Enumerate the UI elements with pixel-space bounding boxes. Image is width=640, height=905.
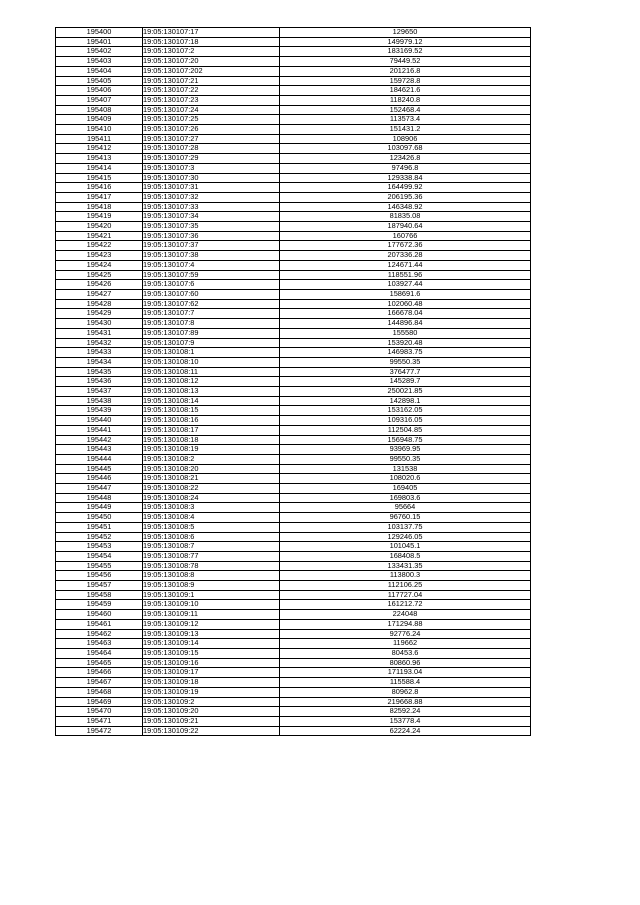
cadastral-number-cell: 19:05:130109:1: [143, 590, 280, 600]
table-body: [56, 28, 531, 736]
cadastral-number-cell: 19:05:130109:19: [143, 687, 280, 697]
row-number-cell: 195418: [56, 202, 143, 212]
table-row: [56, 28, 531, 38]
row-number-cell: 195464: [56, 649, 143, 659]
table-row: [56, 658, 531, 668]
cadastral-number-cell: 19:05:130107:28: [143, 144, 280, 154]
row-number-cell: 195447: [56, 484, 143, 494]
cadastral-number-cell: 19:05:130107:23: [143, 95, 280, 105]
cadastral-number-cell: 19:05:130108:6: [143, 532, 280, 542]
cadastral-number-cell: 19:05:130108:12: [143, 377, 280, 387]
row-number-cell: 195404: [56, 66, 143, 76]
value-cell: 92776.24: [280, 629, 531, 639]
value-cell: 79449.52: [280, 57, 531, 67]
table-row: [56, 610, 531, 620]
cadastral-number-cell: 19:05:130107:31: [143, 183, 280, 193]
value-cell: 164499.92: [280, 183, 531, 193]
cadastral-number-cell: 19:05:130107:18: [143, 37, 280, 47]
cadastral-number-cell: 19:05:130107:4: [143, 260, 280, 270]
value-cell: 123426.8: [280, 154, 531, 164]
value-cell: 206195.36: [280, 192, 531, 202]
table-row: [56, 270, 531, 280]
table-row: [56, 192, 531, 202]
row-number-cell: 195430: [56, 319, 143, 329]
row-number-cell: 195422: [56, 241, 143, 251]
cadastral-number-cell: 19:05:130107:89: [143, 328, 280, 338]
row-number-cell: 195472: [56, 726, 143, 736]
value-cell: 201216.8: [280, 66, 531, 76]
value-cell: 113573.4: [280, 115, 531, 125]
row-number-cell: 195402: [56, 47, 143, 57]
row-number-cell: 195429: [56, 309, 143, 319]
table-row: [56, 581, 531, 591]
table-row: [56, 144, 531, 154]
cadastral-number-cell: 19:05:130108:21: [143, 474, 280, 484]
row-number-cell: 195466: [56, 668, 143, 678]
row-number-cell: 195438: [56, 396, 143, 406]
cadastral-number-cell: 19:05:130107:24: [143, 105, 280, 115]
cadastral-number-cell: 19:05:130107:35: [143, 222, 280, 232]
cadastral-values-table: [55, 27, 531, 736]
value-cell: 103927.44: [280, 280, 531, 290]
table-row: [56, 396, 531, 406]
value-cell: 80860.96: [280, 658, 531, 668]
table-row: [56, 590, 531, 600]
table-row: [56, 416, 531, 426]
value-cell: 103137.75: [280, 522, 531, 532]
row-number-cell: 195423: [56, 251, 143, 261]
value-cell: 118551.96: [280, 270, 531, 280]
row-number-cell: 195453: [56, 542, 143, 552]
cadastral-number-cell: 19:05:130108:13: [143, 387, 280, 397]
table-row: [56, 309, 531, 319]
value-cell: 171294.88: [280, 619, 531, 629]
row-number-cell: 195443: [56, 445, 143, 455]
value-cell: 146983.75: [280, 348, 531, 358]
value-cell: 224048: [280, 610, 531, 620]
value-cell: 113800.3: [280, 571, 531, 581]
value-cell: 112106.25: [280, 581, 531, 591]
value-cell: 81835.08: [280, 212, 531, 222]
cadastral-number-cell: 19:05:130108:14: [143, 396, 280, 406]
table-row: [56, 629, 531, 639]
table-row: [56, 134, 531, 144]
table-row: [56, 95, 531, 105]
cadastral-number-cell: 19:05:130108:2: [143, 454, 280, 464]
value-cell: 169405: [280, 484, 531, 494]
table-row: [56, 425, 531, 435]
cadastral-number-cell: 19:05:130108:3: [143, 503, 280, 513]
cadastral-number-cell: 19:05:130108:11: [143, 367, 280, 377]
row-number-cell: 195403: [56, 57, 143, 67]
value-cell: 144896.84: [280, 319, 531, 329]
table-row: [56, 348, 531, 358]
cadastral-number-cell: 19:05:130107:8: [143, 319, 280, 329]
value-cell: 112504.85: [280, 425, 531, 435]
table-row: [56, 493, 531, 503]
value-cell: 219668.88: [280, 697, 531, 707]
value-cell: 99550.35: [280, 357, 531, 367]
row-number-cell: 195428: [56, 299, 143, 309]
value-cell: 102060.48: [280, 299, 531, 309]
row-number-cell: 195425: [56, 270, 143, 280]
row-number-cell: 195426: [56, 280, 143, 290]
value-cell: 115588.4: [280, 678, 531, 688]
cadastral-number-cell: 19:05:130108:7: [143, 542, 280, 552]
table-row: [56, 202, 531, 212]
value-cell: 82592.24: [280, 707, 531, 717]
cadastral-number-cell: 19:05:130107:37: [143, 241, 280, 251]
cadastral-number-cell: 19:05:130108:22: [143, 484, 280, 494]
value-cell: 184621.6: [280, 86, 531, 96]
cadastral-number-cell: 19:05:130109:13: [143, 629, 280, 639]
table-row: [56, 260, 531, 270]
value-cell: 376477.7: [280, 367, 531, 377]
row-number-cell: 195416: [56, 183, 143, 193]
value-cell: 145289.7: [280, 377, 531, 387]
table-row: [56, 319, 531, 329]
value-cell: 99550.35: [280, 454, 531, 464]
row-number-cell: 195468: [56, 687, 143, 697]
cadastral-number-cell: 19:05:130109:10: [143, 600, 280, 610]
value-cell: 97496.8: [280, 163, 531, 173]
cadastral-number-cell: 19:05:130107:32: [143, 192, 280, 202]
value-cell: 118240.8: [280, 95, 531, 105]
cadastral-number-cell: 19:05:130108:8: [143, 571, 280, 581]
row-number-cell: 195412: [56, 144, 143, 154]
table-row: [56, 47, 531, 57]
cadastral-number-cell: 19:05:130107:202: [143, 66, 280, 76]
value-cell: 129246.05: [280, 532, 531, 542]
row-number-cell: 195452: [56, 532, 143, 542]
table-row: [56, 367, 531, 377]
value-cell: 142898.1: [280, 396, 531, 406]
value-cell: 153162.05: [280, 406, 531, 416]
cadastral-number-cell: 19:05:130109:22: [143, 726, 280, 736]
row-number-cell: 195405: [56, 76, 143, 86]
table-row: [56, 105, 531, 115]
row-number-cell: 195437: [56, 387, 143, 397]
table-row: [56, 484, 531, 494]
cadastral-number-cell: 19:05:130108:17: [143, 425, 280, 435]
value-cell: 153778.4: [280, 716, 531, 726]
cadastral-number-cell: 19:05:130109:14: [143, 639, 280, 649]
cadastral-number-cell: 19:05:130107:20: [143, 57, 280, 67]
value-cell: 93969.95: [280, 445, 531, 455]
row-number-cell: 195465: [56, 658, 143, 668]
row-number-cell: 195408: [56, 105, 143, 115]
cadastral-number-cell: 19:05:130109:20: [143, 707, 280, 717]
cadastral-number-cell: 19:05:130108:16: [143, 416, 280, 426]
row-number-cell: 195442: [56, 435, 143, 445]
row-number-cell: 195419: [56, 212, 143, 222]
value-cell: 159728.8: [280, 76, 531, 86]
value-cell: 158691.6: [280, 289, 531, 299]
cadastral-number-cell: 19:05:130107:33: [143, 202, 280, 212]
row-number-cell: 195469: [56, 697, 143, 707]
cadastral-number-cell: 19:05:130108:78: [143, 561, 280, 571]
value-cell: 155580: [280, 328, 531, 338]
row-number-cell: 195440: [56, 416, 143, 426]
cadastral-number-cell: 19:05:130108:77: [143, 551, 280, 561]
value-cell: 108906: [280, 134, 531, 144]
value-cell: 169803.6: [280, 493, 531, 503]
table-row: [56, 619, 531, 629]
value-cell: 183169.52: [280, 47, 531, 57]
cadastral-number-cell: 19:05:130107:25: [143, 115, 280, 125]
cadastral-number-cell: 19:05:130108:9: [143, 581, 280, 591]
value-cell: 250021.85: [280, 387, 531, 397]
row-number-cell: 195421: [56, 231, 143, 241]
table-row: [56, 76, 531, 86]
row-number-cell: 195433: [56, 348, 143, 358]
row-number-cell: 195456: [56, 571, 143, 581]
table-row: [56, 522, 531, 532]
table-row: [56, 474, 531, 484]
table-row: [56, 571, 531, 581]
row-number-cell: 195427: [56, 289, 143, 299]
row-number-cell: 195407: [56, 95, 143, 105]
value-cell: 129650: [280, 28, 531, 38]
row-number-cell: 195411: [56, 134, 143, 144]
table-row: [56, 183, 531, 193]
table-row: [56, 464, 531, 474]
value-cell: 171193.04: [280, 668, 531, 678]
row-number-cell: 195415: [56, 173, 143, 183]
table-row: [56, 687, 531, 697]
table-row: [56, 173, 531, 183]
table-row: [56, 649, 531, 659]
row-number-cell: 195463: [56, 639, 143, 649]
table-row: [56, 726, 531, 736]
table-row: [56, 707, 531, 717]
row-number-cell: 195439: [56, 406, 143, 416]
table-row: [56, 561, 531, 571]
row-number-cell: 195441: [56, 425, 143, 435]
table-row: [56, 338, 531, 348]
cadastral-number-cell: 19:05:130107:34: [143, 212, 280, 222]
value-cell: 146348.92: [280, 202, 531, 212]
table-row: [56, 503, 531, 513]
value-cell: 62224.24: [280, 726, 531, 736]
value-cell: 133431.35: [280, 561, 531, 571]
value-cell: 168408.5: [280, 551, 531, 561]
table-row: [56, 697, 531, 707]
row-number-cell: 195462: [56, 629, 143, 639]
value-cell: 129338.84: [280, 173, 531, 183]
table-row: [56, 289, 531, 299]
row-number-cell: 195435: [56, 367, 143, 377]
row-number-cell: 195414: [56, 163, 143, 173]
row-number-cell: 195406: [56, 86, 143, 96]
cadastral-number-cell: 19:05:130108:24: [143, 493, 280, 503]
table-row: [56, 542, 531, 552]
row-number-cell: 195420: [56, 222, 143, 232]
row-number-cell: 195471: [56, 716, 143, 726]
cadastral-number-cell: 19:05:130107:17: [143, 28, 280, 38]
row-number-cell: 195458: [56, 590, 143, 600]
table-row: [56, 668, 531, 678]
table-row: [56, 280, 531, 290]
table-row: [56, 387, 531, 397]
cadastral-number-cell: 19:05:130109:17: [143, 668, 280, 678]
row-number-cell: 195434: [56, 357, 143, 367]
row-number-cell: 195400: [56, 28, 143, 38]
row-number-cell: 195459: [56, 600, 143, 610]
value-cell: 80453.6: [280, 649, 531, 659]
value-cell: 101045.1: [280, 542, 531, 552]
value-cell: 156948.75: [280, 435, 531, 445]
table-row: [56, 222, 531, 232]
value-cell: 152468.4: [280, 105, 531, 115]
cadastral-number-cell: 19:05:130108:10: [143, 357, 280, 367]
row-number-cell: 195454: [56, 551, 143, 561]
value-cell: 131538: [280, 464, 531, 474]
row-number-cell: 195446: [56, 474, 143, 484]
cadastral-number-cell: 19:05:130108:5: [143, 522, 280, 532]
row-number-cell: 195461: [56, 619, 143, 629]
table-row: [56, 241, 531, 251]
value-cell: 153920.48: [280, 338, 531, 348]
row-number-cell: 195436: [56, 377, 143, 387]
value-cell: 95664: [280, 503, 531, 513]
value-cell: 187940.64: [280, 222, 531, 232]
cadastral-number-cell: 19:05:130108:15: [143, 406, 280, 416]
cadastral-number-cell: 19:05:130107:9: [143, 338, 280, 348]
table-row: [56, 454, 531, 464]
value-cell: 161212.72: [280, 600, 531, 610]
row-number-cell: 195448: [56, 493, 143, 503]
value-cell: 119662: [280, 639, 531, 649]
cadastral-number-cell: 19:05:130109:18: [143, 678, 280, 688]
row-number-cell: 195460: [56, 610, 143, 620]
table-row: [56, 251, 531, 261]
table-row: [56, 37, 531, 47]
table-row: [56, 716, 531, 726]
cadastral-number-cell: 19:05:130107:3: [143, 163, 280, 173]
table-row: [56, 551, 531, 561]
row-number-cell: 195444: [56, 454, 143, 464]
cadastral-number-cell: 19:05:130108:19: [143, 445, 280, 455]
table-row: [56, 445, 531, 455]
row-number-cell: 195450: [56, 513, 143, 523]
row-number-cell: 195457: [56, 581, 143, 591]
row-number-cell: 195432: [56, 338, 143, 348]
row-number-cell: 195431: [56, 328, 143, 338]
table-row: [56, 163, 531, 173]
cadastral-number-cell: 19:05:130107:38: [143, 251, 280, 261]
cadastral-number-cell: 19:05:130107:6: [143, 280, 280, 290]
value-cell: 149979.12: [280, 37, 531, 47]
row-number-cell: 195401: [56, 37, 143, 47]
row-number-cell: 195424: [56, 260, 143, 270]
table-row: [56, 639, 531, 649]
value-cell: 166678.04: [280, 309, 531, 319]
row-number-cell: 195413: [56, 154, 143, 164]
value-cell: 151431.2: [280, 125, 531, 135]
row-number-cell: 195410: [56, 125, 143, 135]
cadastral-number-cell: 19:05:130107:7: [143, 309, 280, 319]
row-number-cell: 195467: [56, 678, 143, 688]
table-row: [56, 357, 531, 367]
cadastral-number-cell: 19:05:130107:27: [143, 134, 280, 144]
cadastral-number-cell: 19:05:130107:2: [143, 47, 280, 57]
table-row: [56, 115, 531, 125]
table-row: [56, 125, 531, 135]
cadastral-number-cell: 19:05:130109:11: [143, 610, 280, 620]
row-number-cell: 195470: [56, 707, 143, 717]
value-cell: 207336.28: [280, 251, 531, 261]
cadastral-number-cell: 19:05:130107:36: [143, 231, 280, 241]
table-row: [56, 57, 531, 67]
value-cell: 124671.44: [280, 260, 531, 270]
cadastral-number-cell: 19:05:130107:26: [143, 125, 280, 135]
value-cell: 103097.68: [280, 144, 531, 154]
row-number-cell: 195455: [56, 561, 143, 571]
table-row: [56, 154, 531, 164]
value-cell: 80962.8: [280, 687, 531, 697]
table-row: [56, 406, 531, 416]
value-cell: 160766: [280, 231, 531, 241]
cadastral-number-cell: 19:05:130109:16: [143, 658, 280, 668]
row-number-cell: 195417: [56, 192, 143, 202]
table-row: [56, 86, 531, 96]
cadastral-number-cell: 19:05:130107:30: [143, 173, 280, 183]
cadastral-number-cell: 19:05:130109:12: [143, 619, 280, 629]
value-cell: 109316.05: [280, 416, 531, 426]
cadastral-number-cell: 19:05:130108:4: [143, 513, 280, 523]
table-row: [56, 231, 531, 241]
table-row: [56, 328, 531, 338]
table-row: [56, 678, 531, 688]
table-row: [56, 66, 531, 76]
cadastral-number-cell: 19:05:130107:60: [143, 289, 280, 299]
value-cell: 108020.6: [280, 474, 531, 484]
row-number-cell: 195451: [56, 522, 143, 532]
table-row: [56, 435, 531, 445]
row-number-cell: 195449: [56, 503, 143, 513]
table-row: [56, 212, 531, 222]
value-cell: 96760.15: [280, 513, 531, 523]
cadastral-number-cell: 19:05:130109:21: [143, 716, 280, 726]
table-row: [56, 377, 531, 387]
row-number-cell: 195409: [56, 115, 143, 125]
cadastral-number-cell: 19:05:130108:18: [143, 435, 280, 445]
table-row: [56, 299, 531, 309]
table-row: [56, 532, 531, 542]
cadastral-number-cell: 19:05:130107:29: [143, 154, 280, 164]
cadastral-number-cell: 19:05:130107:22: [143, 86, 280, 96]
cadastral-number-cell: 19:05:130109:15: [143, 649, 280, 659]
cadastral-number-cell: 19:05:130107:59: [143, 270, 280, 280]
row-number-cell: 195445: [56, 464, 143, 474]
table-row: [56, 513, 531, 523]
value-cell: 117727.04: [280, 590, 531, 600]
value-cell: 177672.36: [280, 241, 531, 251]
cadastral-number-cell: 19:05:130108:20: [143, 464, 280, 474]
cadastral-number-cell: 19:05:130107:21: [143, 76, 280, 86]
table-row: [56, 600, 531, 610]
cadastral-number-cell: 19:05:130109:2: [143, 697, 280, 707]
cadastral-number-cell: 19:05:130108:1: [143, 348, 280, 358]
cadastral-number-cell: 19:05:130107:62: [143, 299, 280, 309]
